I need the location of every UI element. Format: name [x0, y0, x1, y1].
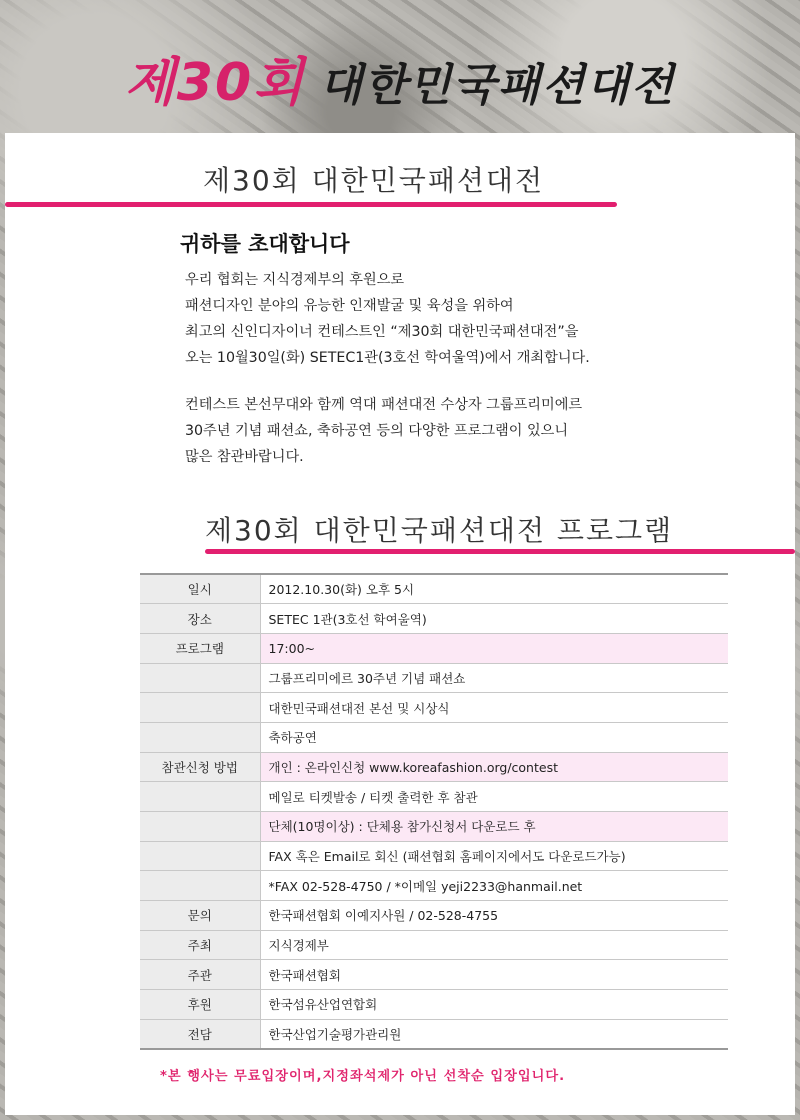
invitation-paragraph-1 [185, 267, 590, 371]
row-value: 한국섬유산업연합회 [260, 990, 728, 1020]
row-label [140, 782, 260, 812]
table-row [140, 901, 728, 931]
invitation-line: 컨테스트 본선무대와 함께 역대 패션대전 수상자 그룹프리미에르 [185, 397, 583, 413]
row-value: 메일로 티켓발송 / 티켓 출력한 후 참관 [260, 782, 728, 812]
row-label [140, 812, 260, 842]
row-value: 그룹프리미에르 30주년 기념 패션쇼 [260, 663, 728, 693]
row-label [140, 841, 260, 871]
section-title-underline [5, 202, 617, 207]
row-value: SETEC 1관(3호선 학여울역) [260, 604, 728, 634]
program-title-underline [205, 549, 795, 554]
invitation-line: 오는 10월30일(화) SETEC1관(3호선 학여울역)에서 개최합니다. [185, 350, 590, 366]
section-title-event: 제30회 대한민국패션대전 [203, 164, 545, 197]
row-label: 장소 [140, 604, 260, 634]
row-value: *FAX 02-528-4750 / *이메일 yeji2233@hanmail.net [260, 871, 728, 901]
hero-title-accent: 제30회 [124, 53, 306, 113]
row-label: 프로그램 [140, 633, 260, 663]
table-row [140, 752, 728, 782]
row-label: 문의 [140, 901, 260, 931]
row-label: 주최 [140, 930, 260, 960]
invitation-line: 패션디자인 분야의 유능한 인재발굴 및 육성을 위하여 [185, 298, 514, 314]
table-row [140, 812, 728, 842]
row-label [140, 871, 260, 901]
row-label [140, 722, 260, 752]
row-value: 개인 : 온라인신청 www.koreafashion.org/contest [260, 752, 728, 782]
table-row [140, 574, 728, 604]
row-value: 한국패션협회 이예지사원 / 02-528-4755 [260, 901, 728, 931]
invitation-heading: 귀하를 초대합니다 [180, 232, 350, 256]
row-value: 한국패션협회 [260, 960, 728, 990]
table-row [140, 1019, 728, 1049]
invitation-line: 최고의 신인디자이너 컨테스트인 “제30회 대한민국패션대전”을 [185, 324, 579, 340]
program-table [140, 573, 728, 1050]
table-row [140, 722, 728, 752]
row-label: 참관신청 방법 [140, 752, 260, 782]
section-title-program: 제30회 대한민국패션대전 프로그램 [205, 514, 674, 547]
table-row [140, 604, 728, 634]
invitation-line: 많은 참관바랍니다. [185, 449, 304, 465]
row-label: 후원 [140, 990, 260, 1020]
invitation-line: 30주년 기념 패션쇼, 축하공연 등의 다양한 프로그램이 있으니 [185, 423, 569, 439]
table-row [140, 782, 728, 812]
table-row [140, 960, 728, 990]
row-value: 17:00~ [260, 633, 728, 663]
invitation-paragraph-2 [185, 392, 582, 470]
table-row [140, 841, 728, 871]
row-label [140, 663, 260, 693]
table-row [140, 633, 728, 663]
table-row [140, 930, 728, 960]
row-value: 축하공연 [260, 722, 728, 752]
hero-title-rest: 대한민국패션대전 [319, 60, 676, 111]
table-row [140, 693, 728, 723]
row-value: 2012.10.30(화) 오후 5시 [260, 574, 728, 604]
table-row [140, 663, 728, 693]
row-label: 일시 [140, 574, 260, 604]
table-row [140, 990, 728, 1020]
invitation-line: 우리 협회는 지식경제부의 후원으로 [185, 272, 405, 288]
hero-title [0, 40, 800, 120]
invitation-card [5, 133, 795, 1115]
row-label: 주관 [140, 960, 260, 990]
free-admission-notice: *본 행사는 무료입장이며,지정좌석제가 아닌 선착순 입장입니다. [160, 1069, 566, 1084]
row-value: FAX 혹은 Email로 회신 (패션협회 홈페이지에서도 다운로드가능) [260, 841, 728, 871]
row-label: 전담 [140, 1019, 260, 1049]
row-value: 한국산업기술평가관리원 [260, 1019, 728, 1049]
table-row [140, 871, 728, 901]
row-value: 대한민국패션대전 본선 및 시상식 [260, 693, 728, 723]
row-label [140, 693, 260, 723]
row-value: 단체(10명이상) : 단체용 참가신청서 다운로드 후 [260, 812, 728, 842]
row-value: 지식경제부 [260, 930, 728, 960]
